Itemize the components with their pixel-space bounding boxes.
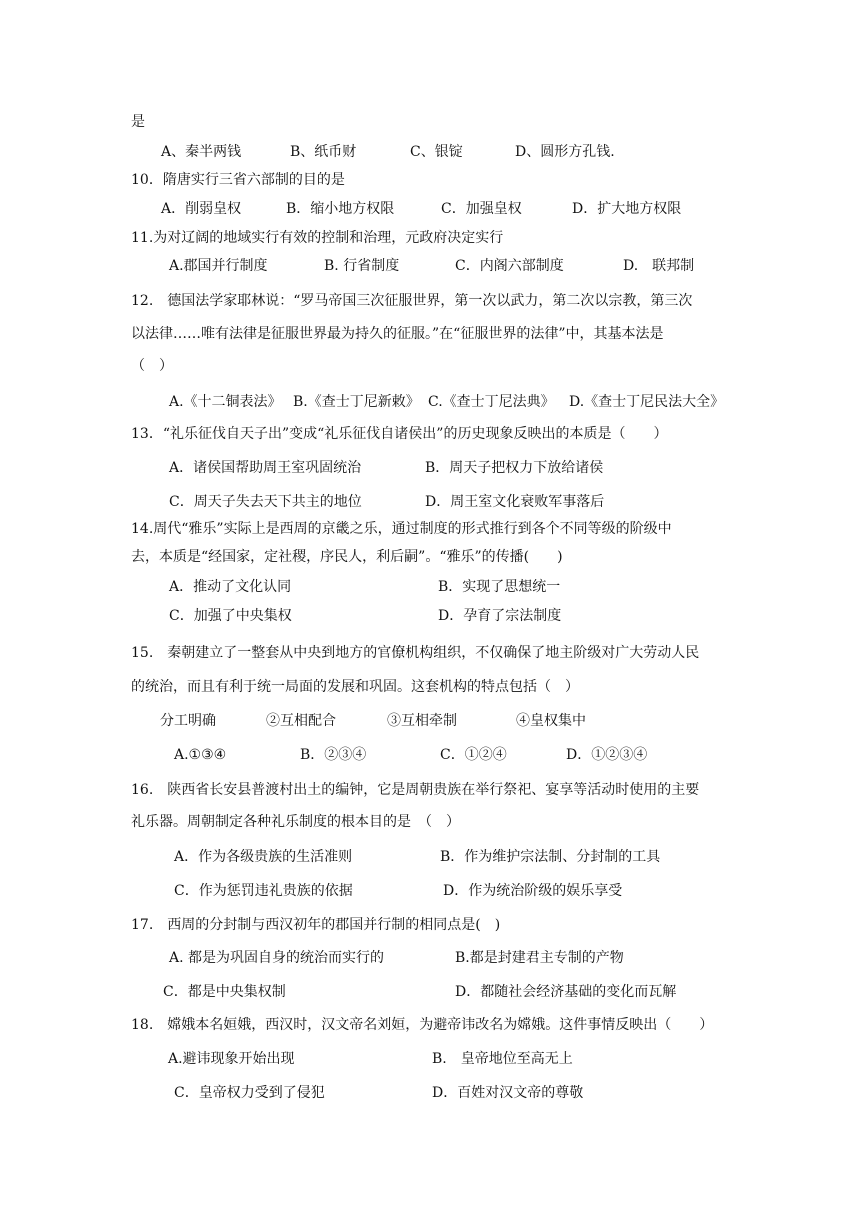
q11-option-b: B. 行省制度 [324, 258, 400, 274]
q15-option-a: A.①③④ [174, 747, 227, 763]
q12-answer-bracket: （ ） [131, 358, 173, 374]
q14-stem-line-1: 14.周代“雅乐”实际上是西周的京畿之乐，通过制度的形式推行到各个不同等级的阶级中 [131, 521, 672, 537]
q10-option-c: C．加强皇权 [441, 201, 522, 217]
q9-option-a: A、秦半两钱 [161, 144, 242, 160]
q14-stem-line-2: 去，本质是“经国家，定社稷，序民人，利后嗣”。“雅乐”的传播( ) [131, 549, 563, 565]
q18-option-b: B. 皇帝地位至高无上 [432, 1051, 573, 1067]
q13-option-a: A．诸侯国帮助周王室巩固统治 [169, 460, 362, 476]
q17-option-a: A. 都是为巩固自身的统治而实行的 [169, 950, 385, 966]
q15-item-3: ③互相牵制 [387, 713, 457, 729]
q12-option-a: A.《十二铜表法》 [169, 394, 282, 410]
q18-stem: 18. 嫦娥本名姮娥，西汉时，汉文帝名刘姮，为避帝讳改名为嫦娥。这件事情反映出（ ） [131, 1017, 714, 1033]
q10-stem: 10．隋唐实行三省六部制的目的是 [131, 172, 345, 188]
q12-stem-line-2: 以法律……唯有法律是征服世界最为持久的征服。”在“征服世界的法律”中，其基本法是 [131, 326, 664, 342]
q14-option-d: D．孕育了宗法制度 [438, 608, 562, 624]
q17-option-d: D．都随社会经济基础的变化而瓦解 [455, 984, 677, 1000]
q15-item-1: 分工明确 [160, 713, 216, 729]
q12-stem-line-1: 12. 德国法学家耶林说：“罗马帝国三次征服世界，第一次以武力，第二次以宗教，第三次 [131, 293, 693, 309]
q11-option-d: D. 联邦制 [623, 258, 695, 274]
q16-option-a: A．作为各级贵族的生活准则 [174, 849, 353, 865]
q9-stem-continuation: 是 [131, 114, 145, 130]
q15-item-2: ②互相配合 [266, 713, 336, 729]
q15-stem-line-1: 15. 秦朝建立了一整套从中央到地方的官僚机构组织，不仅确保了地主阶级对广大劳动人民 [131, 645, 700, 661]
q13-option-d: D．周王室文化衰败军事落后 [425, 494, 605, 510]
q11-stem: 11.为对辽阔的地域实行有效的控制和治理，元政府决定实行 [131, 230, 504, 246]
q11-option-a: A.郡国并行制度 [169, 258, 268, 274]
q12-option-b: B.《查士丁尼新敕》 [293, 394, 420, 410]
q13-option-c: C．周天子失去天下共主的地位 [169, 494, 362, 510]
q15-option-b: B．②③④ [300, 747, 367, 763]
q12-option-c: C.《查士丁尼法典》 [428, 394, 555, 410]
q13-stem: 13．“礼乐征伐自天子出”变成“礼乐征伐自诸侯出”的历史现象反映出的本质是（ ） [131, 426, 668, 442]
q9-option-c: C、银锭 [410, 144, 463, 160]
q10-option-a: A．削弱皇权 [161, 201, 242, 217]
q15-option-d: D．①②③④ [566, 747, 648, 763]
q17-option-b: B.都是封建君主专制的产物 [455, 950, 624, 966]
q16-stem-line-1: 16. 陕西省长安县普渡村出土的编钟，它是周朝贵族在举行祭祀、宴享等活动时使用的主要 [131, 782, 700, 798]
q15-option-c: C．①②④ [440, 747, 507, 763]
q10-option-d: D．扩大地方权限 [572, 201, 682, 217]
q12-option-d: D.《查士丁尼民法大全》 [569, 394, 725, 410]
q18-option-d: D．百姓对汉文帝的尊敬 [432, 1085, 584, 1101]
q15-stem-line-2: 的统治，而且有利于统一局面的发展和巩固。这套机构的特点包括（ ） [131, 679, 579, 695]
q16-option-b: B．作为维护宗法制、分封制的工具 [440, 849, 661, 865]
q16-stem-line-2: 礼乐器。周朝制定各种礼乐制度的根本目的是 （ ） [131, 814, 460, 830]
q11-option-c: C．内阁六部制度 [455, 258, 564, 274]
q18-option-c: C．皇帝权力受到了侵犯 [174, 1085, 325, 1101]
q17-stem: 17. 西周的分封制与西汉初年的郡国并行制的相同点是( ) [131, 917, 501, 933]
q18-option-a: A.避讳现象开始出现 [168, 1051, 295, 1067]
q13-option-b: B．周天子把权力下放给诸侯 [425, 460, 604, 476]
q14-option-b: B．实现了思想统一 [438, 579, 561, 595]
q9-option-b: B、纸币财 [290, 144, 357, 160]
q16-option-d: D．作为统治阶级的娱乐享受 [443, 883, 623, 899]
q14-option-a: A．推动了文化认同 [169, 579, 292, 595]
q9-option-d: D、圆形方孔钱. [515, 144, 615, 160]
q17-option-c: C．都是中央集权制 [163, 984, 286, 1000]
q15-item-4: ④皇权集中 [516, 713, 586, 729]
q14-option-c: C．加强了中央集权 [169, 608, 292, 624]
q16-option-c: C．作为惩罚违礼贵族的依据 [174, 883, 353, 899]
q10-option-b: B．缩小地方权限 [286, 201, 395, 217]
